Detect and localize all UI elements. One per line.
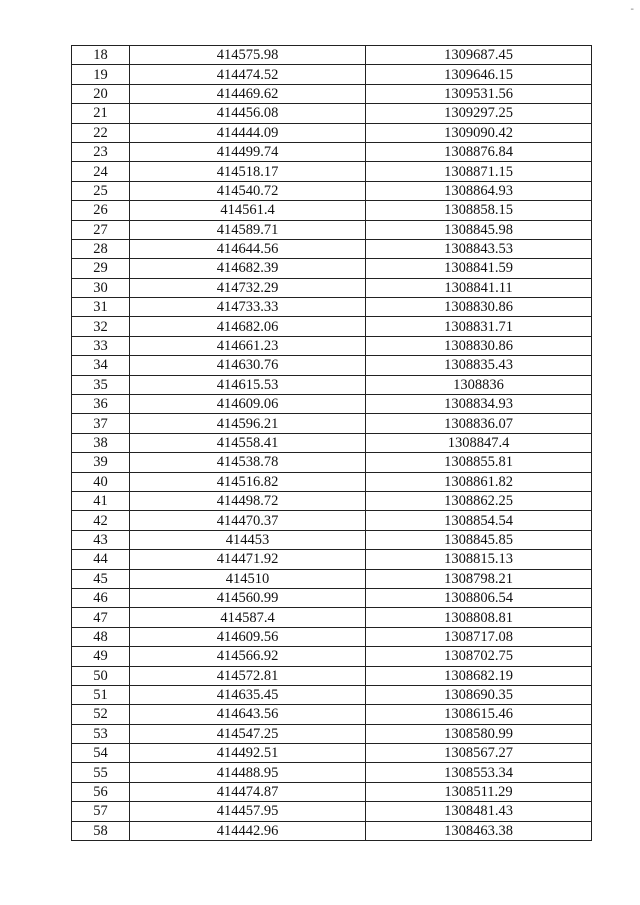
x-coordinate-cell: 414516.82 xyxy=(130,472,366,491)
point-index-cell: 26 xyxy=(72,201,130,220)
table-row xyxy=(72,530,592,549)
point-index-cell: 51 xyxy=(72,685,130,704)
table-row xyxy=(72,298,592,317)
coordinate-table xyxy=(71,45,592,841)
x-coordinate-cell: 414682.06 xyxy=(130,317,366,336)
y-coordinate-cell: 1309687.45 xyxy=(366,46,592,65)
x-coordinate-cell: 414643.56 xyxy=(130,705,366,724)
y-coordinate-cell: 1308835.43 xyxy=(366,356,592,375)
x-coordinate-cell: 414596.21 xyxy=(130,414,366,433)
table-row xyxy=(72,239,592,258)
y-coordinate-cell: 1308876.84 xyxy=(366,142,592,161)
x-coordinate-cell: 414609.56 xyxy=(130,627,366,646)
x-coordinate-cell: 414572.81 xyxy=(130,666,366,685)
table-row xyxy=(72,511,592,530)
y-coordinate-cell: 1308580.99 xyxy=(366,724,592,743)
x-coordinate-cell: 414733.33 xyxy=(130,298,366,317)
x-coordinate-cell: 414589.71 xyxy=(130,220,366,239)
table-row xyxy=(72,356,592,375)
y-coordinate-cell: 1308871.15 xyxy=(366,162,592,181)
point-index-cell: 46 xyxy=(72,588,130,607)
x-coordinate-cell: 414587.4 xyxy=(130,608,366,627)
point-index-cell: 42 xyxy=(72,511,130,530)
table-row xyxy=(72,821,592,840)
point-index-cell: 58 xyxy=(72,821,130,840)
y-coordinate-cell: 1308841.11 xyxy=(366,278,592,297)
point-index-cell: 30 xyxy=(72,278,130,297)
y-coordinate-cell: 1308836 xyxy=(366,375,592,394)
y-coordinate-cell: 1308834.93 xyxy=(366,395,592,414)
y-coordinate-cell: 1309090.42 xyxy=(366,123,592,142)
table-row xyxy=(72,550,592,569)
x-coordinate-cell: 414488.95 xyxy=(130,763,366,782)
y-coordinate-cell: 1308702.75 xyxy=(366,647,592,666)
x-coordinate-cell: 414635.45 xyxy=(130,685,366,704)
x-coordinate-cell: 414492.51 xyxy=(130,744,366,763)
y-coordinate-cell: 1308615.46 xyxy=(366,705,592,724)
x-coordinate-cell: 414510 xyxy=(130,569,366,588)
point-index-cell: 40 xyxy=(72,472,130,491)
x-coordinate-cell: 414661.23 xyxy=(130,336,366,355)
point-index-cell: 18 xyxy=(72,46,130,65)
x-coordinate-cell: 414682.39 xyxy=(130,259,366,278)
y-coordinate-cell: 1308830.86 xyxy=(366,298,592,317)
x-coordinate-cell: 414456.08 xyxy=(130,104,366,123)
x-coordinate-cell: 414540.72 xyxy=(130,181,366,200)
table-row xyxy=(72,414,592,433)
y-coordinate-cell: 1308798.21 xyxy=(366,569,592,588)
point-index-cell: 21 xyxy=(72,104,130,123)
x-coordinate-cell: 414444.09 xyxy=(130,123,366,142)
point-index-cell: 48 xyxy=(72,627,130,646)
y-coordinate-cell: 1308463.38 xyxy=(366,821,592,840)
point-index-cell: 49 xyxy=(72,647,130,666)
table-row xyxy=(72,627,592,646)
table-row xyxy=(72,259,592,278)
y-coordinate-cell: 1308717.08 xyxy=(366,627,592,646)
y-coordinate-cell: 1308831.71 xyxy=(366,317,592,336)
table-row xyxy=(72,724,592,743)
table-row xyxy=(72,162,592,181)
point-index-cell: 37 xyxy=(72,414,130,433)
x-coordinate-cell: 414575.98 xyxy=(130,46,366,65)
y-coordinate-cell: 1308862.25 xyxy=(366,491,592,510)
table-row xyxy=(72,685,592,704)
point-index-cell: 33 xyxy=(72,336,130,355)
x-coordinate-cell: 414609.06 xyxy=(130,395,366,414)
y-coordinate-cell: 1308845.85 xyxy=(366,530,592,549)
y-coordinate-cell: 1308847.4 xyxy=(366,433,592,452)
x-coordinate-cell: 414561.4 xyxy=(130,201,366,220)
y-coordinate-cell: 1308855.81 xyxy=(366,453,592,472)
table-row xyxy=(72,395,592,414)
x-coordinate-cell: 414470.37 xyxy=(130,511,366,530)
table-row xyxy=(72,763,592,782)
point-index-cell: 56 xyxy=(72,782,130,801)
table-row xyxy=(72,782,592,801)
table-row xyxy=(72,46,592,65)
point-index-cell: 41 xyxy=(72,491,130,510)
x-coordinate-cell: 414474.87 xyxy=(130,782,366,801)
y-coordinate-cell: 1308830.86 xyxy=(366,336,592,355)
x-coordinate-cell: 414499.74 xyxy=(130,142,366,161)
point-index-cell: 23 xyxy=(72,142,130,161)
table-row xyxy=(72,220,592,239)
point-index-cell: 50 xyxy=(72,666,130,685)
y-coordinate-cell: 1308815.13 xyxy=(366,550,592,569)
x-coordinate-cell: 414469.62 xyxy=(130,84,366,103)
table-row xyxy=(72,201,592,220)
y-coordinate-cell: 1308567.27 xyxy=(366,744,592,763)
table-row xyxy=(72,588,592,607)
y-coordinate-cell: 1308481.43 xyxy=(366,802,592,821)
y-coordinate-cell: 1308836.07 xyxy=(366,414,592,433)
x-coordinate-cell: 414732.29 xyxy=(130,278,366,297)
point-index-cell: 57 xyxy=(72,802,130,821)
y-coordinate-cell: 1308864.93 xyxy=(366,181,592,200)
point-index-cell: 24 xyxy=(72,162,130,181)
x-coordinate-cell: 414558.41 xyxy=(130,433,366,452)
table-row xyxy=(72,802,592,821)
x-coordinate-cell: 414630.76 xyxy=(130,356,366,375)
table-row xyxy=(72,472,592,491)
page-corner-mark: - xyxy=(630,4,634,15)
table-row xyxy=(72,84,592,103)
table-row xyxy=(72,608,592,627)
table-row xyxy=(72,336,592,355)
coordinate-table-body xyxy=(72,46,592,841)
point-index-cell: 35 xyxy=(72,375,130,394)
point-index-cell: 44 xyxy=(72,550,130,569)
point-index-cell: 19 xyxy=(72,65,130,84)
table-row xyxy=(72,647,592,666)
point-index-cell: 31 xyxy=(72,298,130,317)
point-index-cell: 55 xyxy=(72,763,130,782)
point-index-cell: 34 xyxy=(72,356,130,375)
y-coordinate-cell: 1308511.29 xyxy=(366,782,592,801)
x-coordinate-cell: 414566.92 xyxy=(130,647,366,666)
x-coordinate-cell: 414471.92 xyxy=(130,550,366,569)
table-row xyxy=(72,453,592,472)
x-coordinate-cell: 414498.72 xyxy=(130,491,366,510)
point-index-cell: 39 xyxy=(72,453,130,472)
table-row xyxy=(72,65,592,84)
y-coordinate-cell: 1308682.19 xyxy=(366,666,592,685)
x-coordinate-cell: 414453 xyxy=(130,530,366,549)
table-row xyxy=(72,375,592,394)
x-coordinate-cell: 414560.99 xyxy=(130,588,366,607)
point-index-cell: 38 xyxy=(72,433,130,452)
x-coordinate-cell: 414615.53 xyxy=(130,375,366,394)
point-index-cell: 45 xyxy=(72,569,130,588)
y-coordinate-cell: 1309646.15 xyxy=(366,65,592,84)
y-coordinate-cell: 1308553.34 xyxy=(366,763,592,782)
y-coordinate-cell: 1309297.25 xyxy=(366,104,592,123)
x-coordinate-cell: 414538.78 xyxy=(130,453,366,472)
table-row xyxy=(72,705,592,724)
point-index-cell: 25 xyxy=(72,181,130,200)
point-index-cell: 52 xyxy=(72,705,130,724)
point-index-cell: 43 xyxy=(72,530,130,549)
y-coordinate-cell: 1309531.56 xyxy=(366,84,592,103)
table-row xyxy=(72,491,592,510)
y-coordinate-cell: 1308808.81 xyxy=(366,608,592,627)
point-index-cell: 28 xyxy=(72,239,130,258)
y-coordinate-cell: 1308858.15 xyxy=(366,201,592,220)
point-index-cell: 29 xyxy=(72,259,130,278)
table-row xyxy=(72,744,592,763)
table-row xyxy=(72,569,592,588)
x-coordinate-cell: 414518.17 xyxy=(130,162,366,181)
y-coordinate-cell: 1308806.54 xyxy=(366,588,592,607)
y-coordinate-cell: 1308841.59 xyxy=(366,259,592,278)
table-row xyxy=(72,433,592,452)
x-coordinate-cell: 414457.95 xyxy=(130,802,366,821)
point-index-cell: 27 xyxy=(72,220,130,239)
x-coordinate-cell: 414547.25 xyxy=(130,724,366,743)
table-row xyxy=(72,666,592,685)
table-row xyxy=(72,142,592,161)
point-index-cell: 32 xyxy=(72,317,130,336)
x-coordinate-cell: 414644.56 xyxy=(130,239,366,258)
y-coordinate-cell: 1308861.82 xyxy=(366,472,592,491)
table-row xyxy=(72,104,592,123)
y-coordinate-cell: 1308854.54 xyxy=(366,511,592,530)
table-row xyxy=(72,278,592,297)
y-coordinate-cell: 1308690.35 xyxy=(366,685,592,704)
x-coordinate-cell: 414442.96 xyxy=(130,821,366,840)
point-index-cell: 22 xyxy=(72,123,130,142)
point-index-cell: 53 xyxy=(72,724,130,743)
point-index-cell: 36 xyxy=(72,395,130,414)
x-coordinate-cell: 414474.52 xyxy=(130,65,366,84)
table-row xyxy=(72,317,592,336)
y-coordinate-cell: 1308843.53 xyxy=(366,239,592,258)
point-index-cell: 47 xyxy=(72,608,130,627)
table-row xyxy=(72,123,592,142)
point-index-cell: 20 xyxy=(72,84,130,103)
table-row xyxy=(72,181,592,200)
y-coordinate-cell: 1308845.98 xyxy=(366,220,592,239)
point-index-cell: 54 xyxy=(72,744,130,763)
